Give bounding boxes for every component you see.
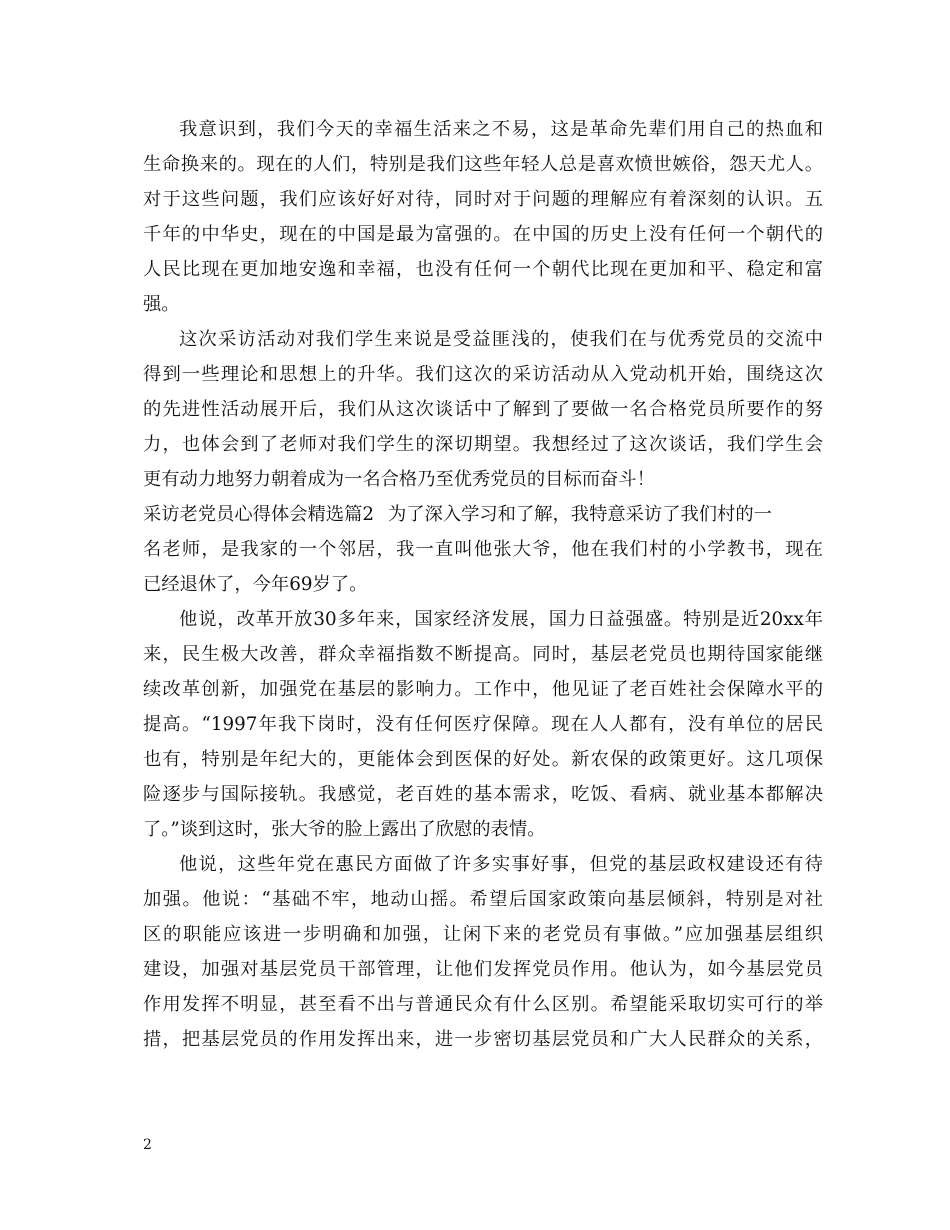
- paragraph-line: 这次采访活动对我们学生来说是受益匪浅的，使我们在与优秀党员的交流中: [179, 329, 823, 350]
- paragraph-line: 了。”谈到这时，张大爷的脸上露出了欣慰的表情。: [143, 819, 546, 840]
- paragraph-line: 他说，这些年党在惠民方面做了许多实事好事，但党的基层政权建设还有待: [179, 854, 823, 875]
- paragraph-line: 千年的中华史，现在的中国是最为富强的。在中国的历史上没有任何一个朝代的: [143, 224, 823, 245]
- paragraph-line: 得到一些理论和思想上的升华。我们这次的采访活动从入党动机开始，围绕这次: [143, 364, 823, 385]
- paragraph-line: 的先进性活动展开后，我们从这次谈话中了解到了要做一名合格党员所要作的努: [143, 399, 823, 420]
- paragraph-line: 续改革创新，加强党在基层的影响力。工作中，他见证了老百姓社会保障水平的: [143, 679, 823, 700]
- paragraph-line: 加强。他说：“基础不牢，地动山摇。希望后国家政策向基层倾斜，特别是对社: [143, 889, 823, 910]
- paragraph-line: 他说，改革开放30多年来，国家经济发展，国力日益强盛。特别是近20xx年: [179, 609, 823, 630]
- paragraph-line: 对于这些问题，我们应该好好对待，同时对于问题的理解应有着深刻的认识。五: [143, 189, 823, 210]
- paragraph-line: 生命换来的。现在的人们，特别是我们这些年轻人总是喜欢愤世嫉俗，怨天尤人。: [143, 154, 823, 175]
- paragraph-line: 区的职能应该进一步明确和加强，让闲下来的老党员有事做。”应加强基层组织: [143, 924, 823, 945]
- paragraph-line: 力，也体会到了老师对我们学生的深切期望。我想经过了这次谈话，我们学生会: [143, 434, 823, 455]
- paragraph-line: 也有，特别是年纪大的，更能体会到医保的好处。新农保的政策更好。这几项保: [143, 749, 823, 770]
- paragraph-line: 作用发挥不明显，甚至看不出与普通民众有什么区别。希望能采取切实可行的举: [143, 994, 823, 1015]
- paragraph-line: 强。: [143, 294, 180, 315]
- paragraph-text: 为了深入学习和了解，我特意采访了我们村的一: [388, 504, 772, 525]
- paragraph-line: 已经退休了，今年69岁了。: [143, 574, 368, 595]
- paragraph-line: 我意识到，我们今天的幸福生活来之不易，这是革命先辈们用自己的热血和: [179, 119, 823, 140]
- page-number: 2: [143, 1137, 152, 1153]
- paragraph-line: 来，民生极大改善，群众幸福指数不断提高。同时，基层老党员也期待国家能继: [143, 644, 823, 665]
- paragraph-line: 名老师，是我家的一个邻居，我一直叫他张大爷，他在我们村的小学教书，现在: [143, 539, 823, 560]
- paragraph-line: 措，把基层党员的作用发挥出来，进一步密切基层党员和广大人民群众的关系，: [143, 1029, 823, 1050]
- heading-line: [143, 500, 823, 530]
- paragraph-line: 人民比现在更加地安逸和幸福，也没有任何一个朝代比现在更加和平、稳定和富: [143, 259, 823, 280]
- paragraph-line: 建设，加强对基层党员干部管理，让他们发挥党员作用。他认为，如今基层党员: [143, 959, 823, 980]
- section-heading: 采访老党员心得体会精选篇2: [143, 504, 375, 525]
- paragraph-line: 险逐步与国际接轨。我感觉，老百姓的基本需求，吃饭、看病、就业基本都解决: [143, 784, 823, 805]
- paragraph-line: 更有动力地努力朝着成为一名合格乃至优秀党员的目标而奋斗！: [143, 469, 655, 490]
- paragraph-line: 提高。“1997年我下岗时，没有任何医疗保障。现在人人都有，没有单位的居民: [143, 714, 823, 735]
